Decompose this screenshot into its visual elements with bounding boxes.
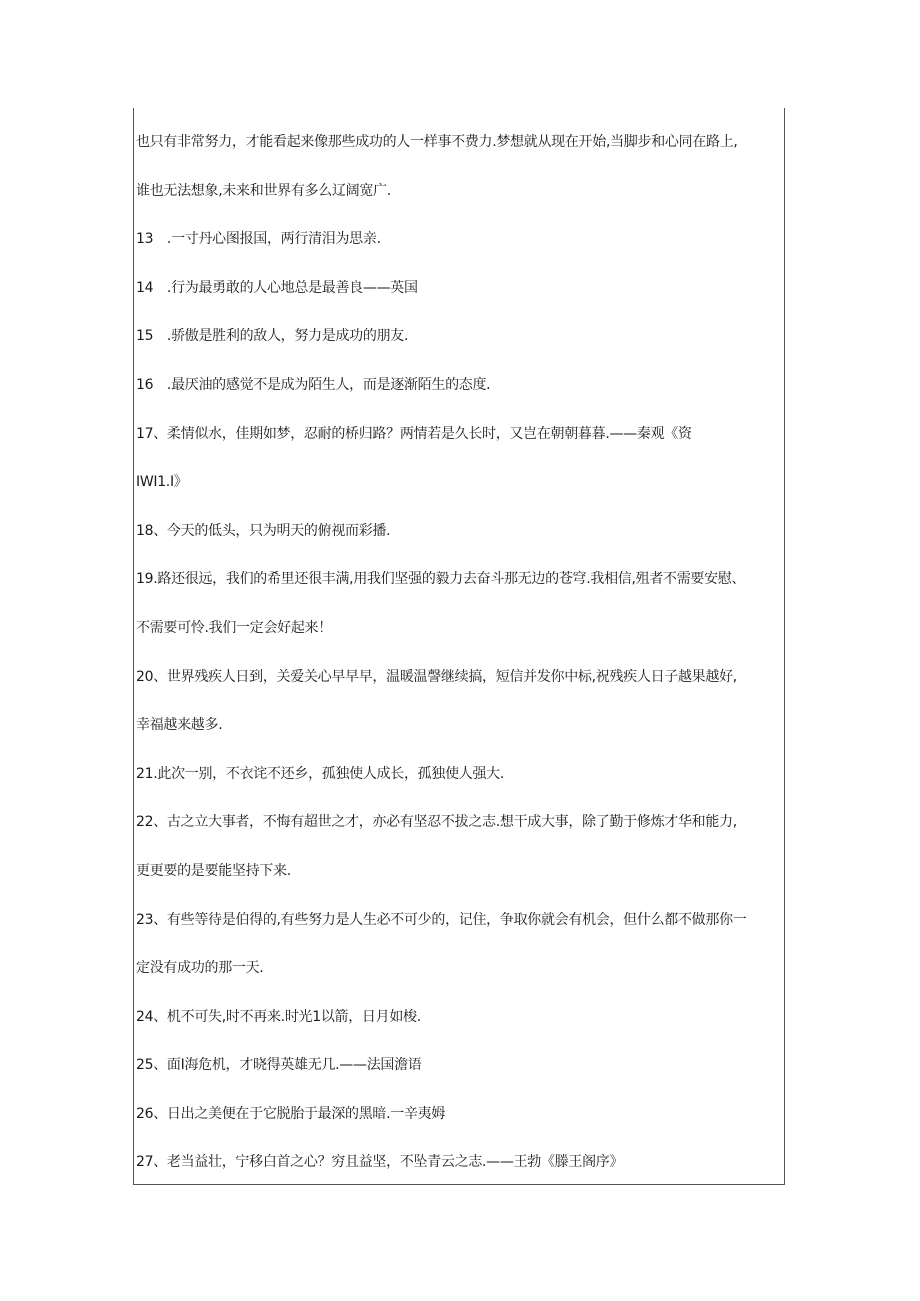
text-line: 15 .骄傲是胜利的敌人，努力是成功的朋友. — [136, 328, 409, 345]
text-line: 不需要可怜.我们一定会好起来！ — [136, 619, 332, 636]
text-line: 23、有些等待是伯得的,有些努力是人生必不可少的，记住，争取你就会有机会，但什么都不做那你一 — [136, 911, 747, 928]
text-line: 18、今天的低头，只为明天的俯视而彩播. — [136, 522, 391, 539]
text-line: 16 .最厌油的感觉不是成为陌生人，而是逐渐陌生的态度. — [136, 376, 491, 393]
text-line: 27、老当益壮，宁移白首之心？穷且益坚，不坠青云之志.——王勃《滕王阁序》 — [136, 1154, 624, 1171]
text-line: 13 .一寸丹心图报国，两行清泪为思亲. — [136, 231, 381, 248]
text-line: 26、日出之美便在于它脱胎于最深的黑暗.一辛夷姆 — [136, 1105, 446, 1122]
text-line: 25、面I海危机，才晓得英雄无几.——法国澹语 — [136, 1057, 422, 1074]
text-line: 24、机不可失,时不再来.时光1以箭，日月如梭. — [136, 1008, 421, 1025]
text-line: 定没有成功的那一天. — [136, 960, 264, 977]
text-line: 17、柔情似水，佳期如梦，忍耐的桥归路？两情若是久长时，又岂在朝朝暮暮.——秦观《资 — [136, 425, 692, 442]
document-body — [136, 130, 796, 1199]
text-line: 14 .行为最勇敢的人心地总是最善良——英国 — [136, 279, 418, 296]
text-line: 谁也无法想象,未来和世界有多么辽阔宽广. — [136, 182, 391, 199]
text-line: 幸福越来越多. — [136, 717, 223, 734]
text-line: 19.路还很远，我们的希里还很丰满,用我们坚强的毅力去奋斗那无边的苍穹.我相信,殂者不需要安慰、 — [136, 571, 746, 588]
text-line: 22、古之立大事者，不悔有超世之才，亦必有坚忍不拔之志.想干成大事，除了勤于修炼才华和能力, — [136, 814, 737, 831]
text-line: 20、世界残疾人日到，关爱关心早早早，温暖温謦继续搞，短信并发你中标,祝残疾人日子越果越好, — [136, 668, 737, 685]
text-line: 更更要的是要能坚持下来. — [136, 862, 291, 879]
text-line: IWI1.I》 — [136, 474, 188, 491]
text-line: 也只有非常努力，才能看起来像那些成功的人一样事不费力.梦想就从现在开始,当脚步和心同在路上, — [136, 134, 738, 150]
text-line: 21.此次一别，不衣诧不还乡，孤独使人成长，孤独使人强大. — [136, 765, 505, 782]
